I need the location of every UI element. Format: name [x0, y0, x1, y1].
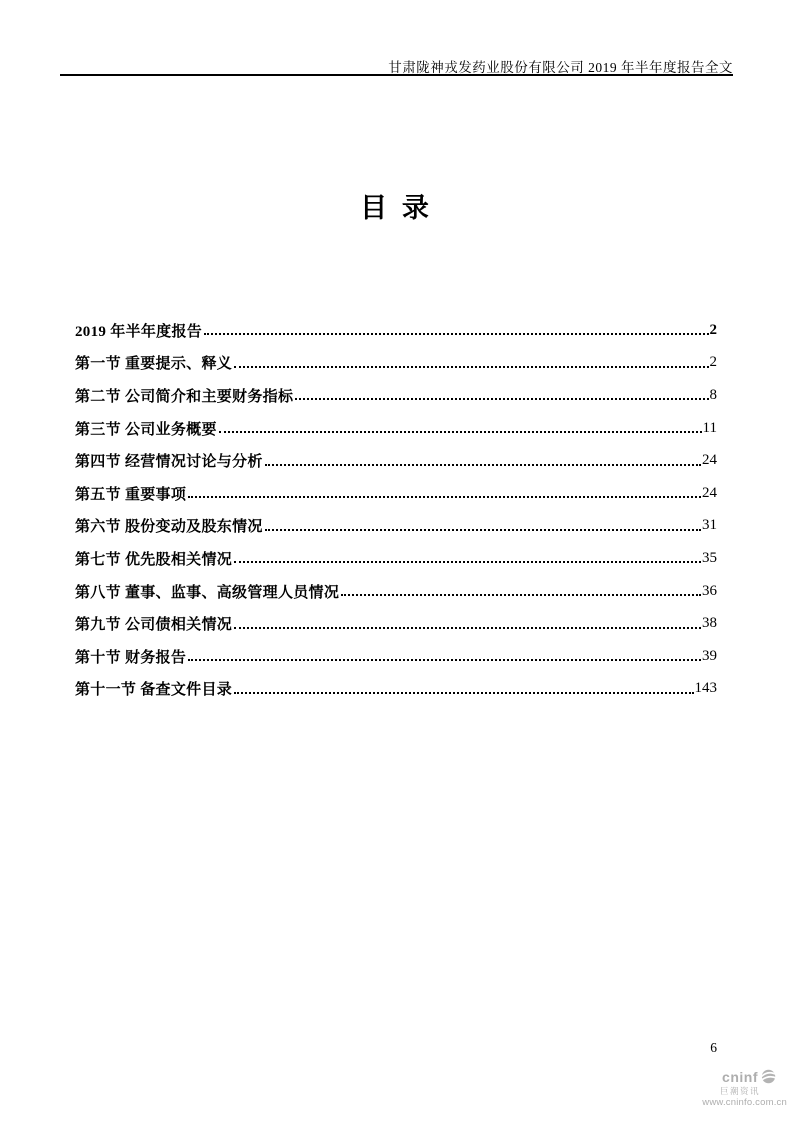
- toc-entry-label: 第五节 重要事项: [75, 486, 187, 503]
- toc-dotted-leader: [204, 333, 708, 335]
- toc-entry-label: 第一节 重要提示、释义: [75, 356, 233, 373]
- toc-entry-page-number: 143: [694, 680, 717, 697]
- toc-entry: [75, 640, 717, 673]
- toc-entry: [75, 477, 717, 510]
- cninfo-chinese-name: 巨潮资讯: [719, 1086, 760, 1096]
- toc-page-title: 目 录: [360, 193, 433, 223]
- toc-entry-label: 2019 年半年度报告: [75, 323, 203, 340]
- cninfo-logo-top-row: [677, 1068, 787, 1085]
- header-divider: [60, 74, 733, 76]
- toc-entry-page-number: 24: [702, 484, 717, 501]
- report-header-title: 甘肃陇神戎发药业股份有限公司 2019 年半年度报告全文: [388, 60, 733, 75]
- toc-dotted-leader: [234, 366, 708, 368]
- cninfo-logo: [677, 1068, 787, 1107]
- toc-entry-label: 第十一节 备查文件目录: [75, 682, 233, 699]
- toc-entry: [75, 607, 717, 640]
- toc-entry-page-number: 38: [702, 615, 717, 632]
- toc-entry: [75, 673, 717, 706]
- page-number: 6: [710, 1040, 717, 1055]
- toc-entry-page-number: 31: [702, 517, 717, 534]
- toc-entry-label: 第十节 财务报告: [75, 649, 187, 666]
- toc-entry-label: 第九节 公司债相关情况: [75, 617, 233, 634]
- toc-entry: [75, 575, 717, 608]
- toc-entry: [75, 542, 717, 575]
- toc-entry: [75, 379, 717, 412]
- toc-entry: [75, 347, 717, 380]
- toc-dotted-leader: [234, 692, 693, 694]
- toc-entry: [75, 314, 717, 347]
- toc-entry-label: 第七节 优先股相关情况: [75, 551, 233, 568]
- toc-dotted-leader: [219, 431, 702, 433]
- toc-entry-page-number: 35: [702, 549, 717, 566]
- toc-entry: [75, 412, 717, 445]
- cninfo-url: www.cninfo.com.cn: [702, 1096, 787, 1108]
- toc-dotted-leader: [188, 496, 701, 498]
- toc-dotted-leader: [188, 659, 701, 661]
- toc-dotted-leader: [234, 627, 701, 629]
- toc-entry-label: 第八节 董事、监事、高级管理人员情况: [75, 584, 340, 601]
- toc-entry-page-number: 2: [709, 321, 717, 338]
- toc-entry: [75, 444, 717, 477]
- toc-entry-label: 第六节 股份变动及股东情况: [75, 519, 263, 536]
- toc-entry-page-number: 2: [709, 354, 717, 371]
- cninfo-brand-text: cninf: [722, 1068, 758, 1085]
- toc-entry-page-number: 39: [702, 647, 717, 664]
- toc-dotted-leader: [234, 561, 701, 563]
- toc-entry-label: 第四节 经营情况讨论与分析: [75, 454, 263, 471]
- toc-entry-page-number: 36: [702, 582, 717, 599]
- toc-dotted-leader: [265, 464, 701, 466]
- toc-entry: [75, 510, 717, 543]
- toc-dotted-leader: [341, 594, 701, 596]
- toc-entry-label: 第三节 公司业务概要: [75, 421, 217, 438]
- toc-dotted-leader: [295, 398, 708, 400]
- toc-dotted-leader: [265, 529, 701, 531]
- toc-entry-page-number: 24: [702, 452, 717, 469]
- cninfo-swirl-icon: [760, 1068, 777, 1085]
- toc-entry-page-number: 11: [702, 419, 717, 436]
- toc-entry-label: 第二节 公司简介和主要财务指标: [75, 388, 294, 405]
- toc-entry-page-number: 8: [709, 386, 717, 403]
- toc-list: [75, 314, 717, 705]
